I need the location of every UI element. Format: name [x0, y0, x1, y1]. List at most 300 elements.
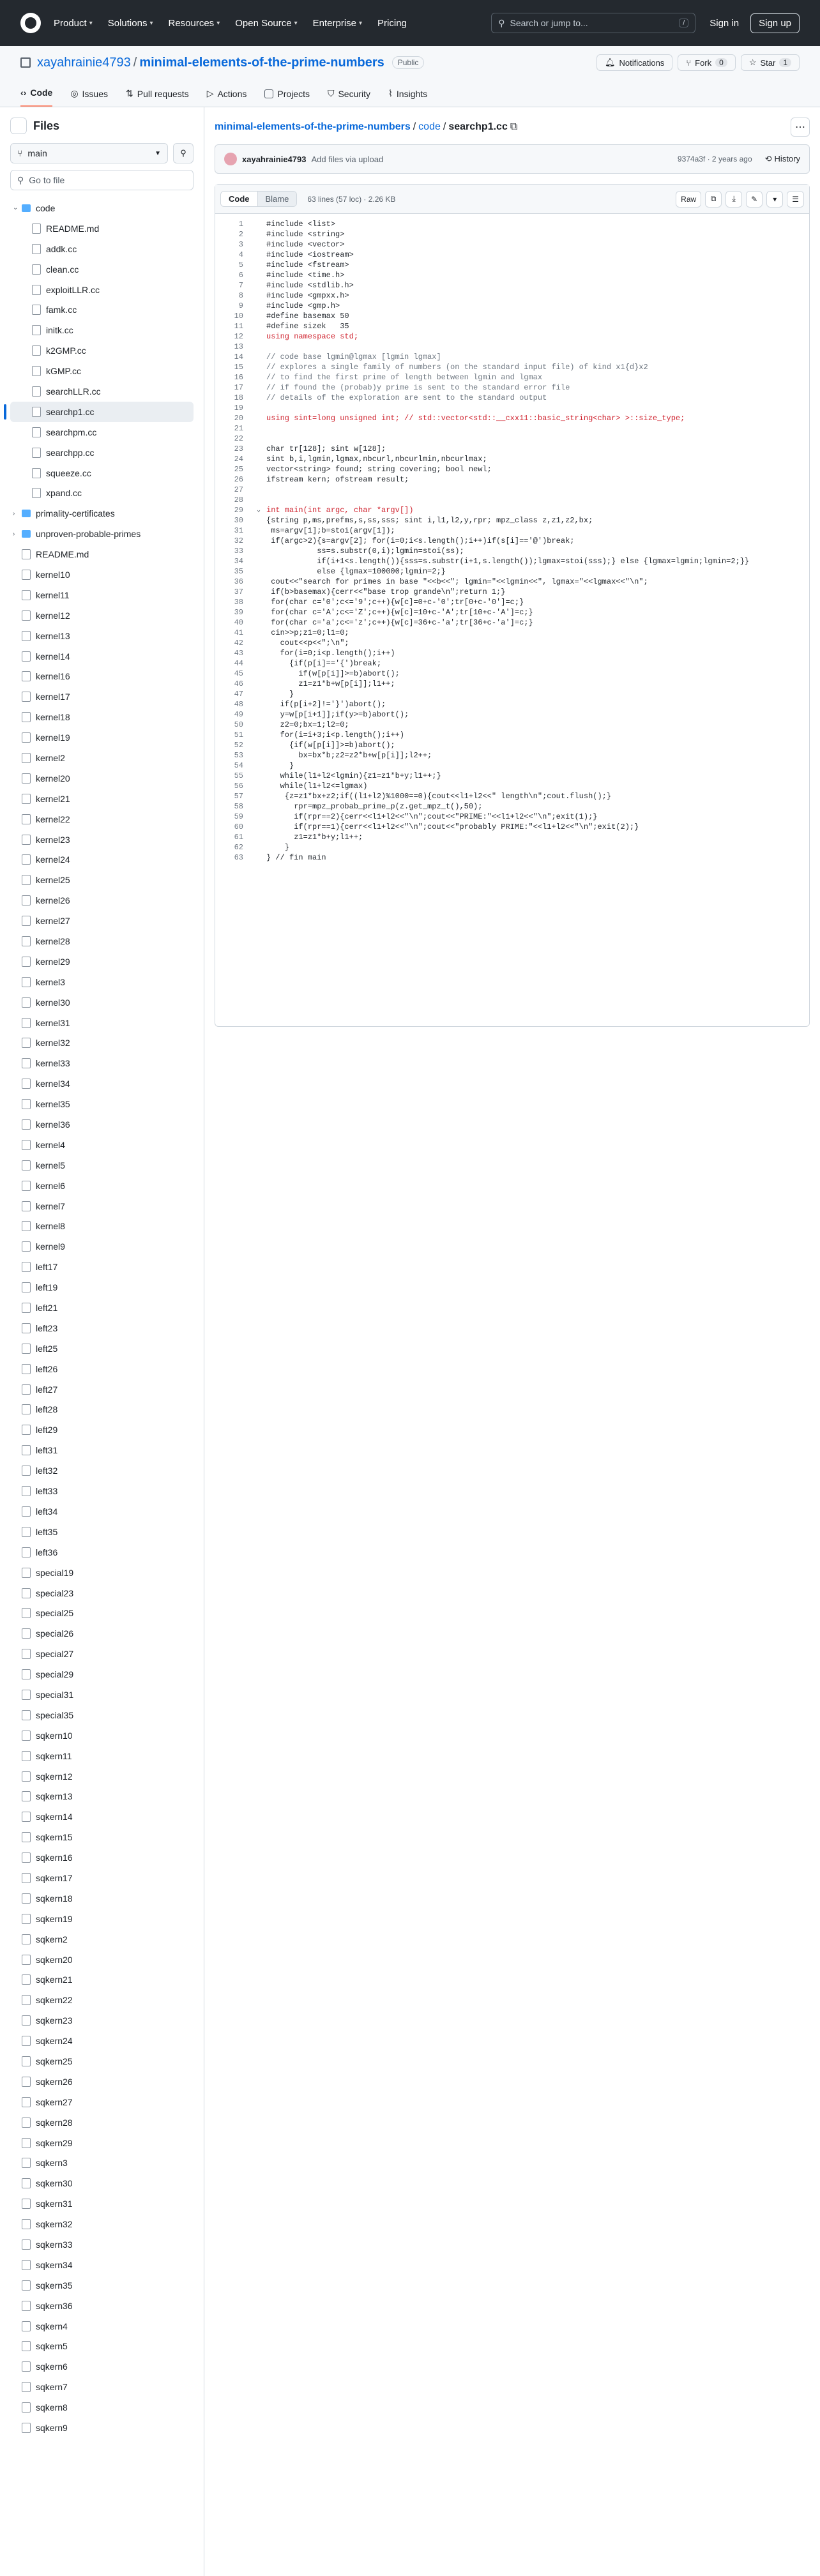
nav-resources[interactable]: Resources ▾ [168, 17, 220, 29]
commit-author-link[interactable]: xayahrainie4793 [242, 154, 307, 164]
tree-file[interactable] [10, 1847, 194, 1868]
line-number[interactable]: 6 [238, 271, 243, 280]
tree-file[interactable] [10, 626, 194, 646]
file-icon [22, 895, 31, 905]
tree-file[interactable] [10, 361, 194, 381]
star-button[interactable]: ☆ Star 1 [741, 54, 800, 71]
notifications-button[interactable]: 🔔︎ Notifications [596, 54, 672, 71]
tree-file[interactable] [10, 1460, 194, 1481]
copy-icon[interactable]: ⧉ [705, 191, 722, 208]
nav-solutions[interactable]: Solutions ▾ [107, 17, 153, 29]
tree-file[interactable] [10, 1705, 194, 1725]
tree-item-label: k2GMP.cc [46, 345, 86, 356]
tree-file[interactable] [10, 972, 194, 992]
line-number[interactable]: 46 [234, 679, 243, 688]
tab-code[interactable]: ‹› Code [20, 87, 52, 107]
line-number[interactable]: 53 [234, 751, 243, 760]
line-number[interactable]: 25 [234, 465, 243, 474]
code-line [215, 280, 809, 291]
line-number[interactable]: 33 [234, 547, 243, 556]
line-number[interactable]: 14 [234, 352, 243, 361]
tree-file[interactable] [10, 218, 194, 239]
tree-file[interactable] [10, 544, 194, 564]
tree-file[interactable] [10, 340, 194, 361]
line-number[interactable]: 37 [234, 587, 243, 596]
tree-item-label: searchp1.cc [46, 406, 95, 417]
line-number[interactable]: 39 [234, 608, 243, 617]
tree-file[interactable] [10, 1766, 194, 1787]
line-number[interactable]: 48 [234, 700, 243, 709]
tree-file[interactable] [10, 707, 194, 727]
line-number[interactable]: 63 [234, 853, 243, 862]
tree-file[interactable] [10, 2377, 194, 2397]
tree-file[interactable] [10, 1563, 194, 1583]
line-number[interactable]: 2 [238, 230, 243, 239]
line-number[interactable]: 40 [234, 618, 243, 627]
code-text: {string p,ms,prefms,s,ss,sss; sint i,l1,l2,y,rpr; mpz_class z,z1,z2,bx; [266, 516, 593, 525]
repo-header [0, 46, 820, 79]
line-number[interactable]: 49 [234, 710, 243, 719]
line-number[interactable]: 38 [234, 598, 243, 607]
tree-file[interactable] [10, 422, 194, 443]
file-icon [22, 1791, 31, 1801]
tree-file[interactable] [10, 1155, 194, 1176]
tree-file[interactable] [10, 605, 194, 626]
nav-product[interactable]: Product ▾ [54, 17, 93, 29]
code-line [215, 566, 809, 577]
raw-button[interactable]: Raw [676, 191, 701, 208]
tree-file[interactable] [10, 1440, 194, 1460]
tree-file[interactable] [10, 748, 194, 768]
tree-item-label: sqkern28 [36, 2117, 73, 2128]
code-text: using namespace std; [266, 332, 359, 341]
global-search-input[interactable]: ⚲ Search or jump to... / [491, 13, 695, 33]
tab-projects[interactable]: Projects [264, 89, 310, 107]
line-number[interactable]: 44 [234, 659, 243, 668]
line-number[interactable]: 42 [234, 639, 243, 648]
tree-file[interactable] [10, 1664, 194, 1685]
file-icon [22, 916, 31, 926]
line-number[interactable]: 10 [234, 312, 243, 321]
file-icon [22, 1873, 31, 1883]
line-number[interactable]: 31 [234, 526, 243, 535]
tree-file[interactable] [10, 646, 194, 667]
file-icon [22, 1955, 31, 1965]
line-number[interactable]: 11 [234, 322, 243, 331]
tree-file[interactable] [10, 1379, 194, 1400]
commit-message-link[interactable]: Add files via upload [311, 154, 384, 164]
tree-file[interactable] [10, 1725, 194, 1746]
line-number[interactable]: 47 [234, 690, 243, 699]
tree-item-label: sqkern21 [36, 1974, 73, 1985]
code-line [215, 372, 809, 383]
tree-file[interactable] [10, 850, 194, 870]
go-to-file-input[interactable]: ⚲ Go to file [10, 170, 194, 190]
breadcrumb-repo-link[interactable]: minimal-elements-of-the-prime-numbers [215, 121, 411, 132]
file-icon [22, 692, 31, 702]
tree-item-label: left33 [36, 1486, 58, 1497]
line-number[interactable]: 8 [238, 291, 243, 300]
tree-item-label: kernel4 [36, 1139, 65, 1150]
file-icon [32, 244, 41, 254]
tree-file[interactable] [10, 1053, 194, 1073]
file-icon [22, 2382, 31, 2392]
code-text: #include <list> [266, 220, 336, 229]
repo-owner-link[interactable]: xayahrainie4793 [37, 55, 131, 70]
tree-file[interactable] [10, 1746, 194, 1766]
code-line [215, 812, 809, 822]
branch-select[interactable]: ⑂ main ▼ [10, 143, 168, 163]
tree-item-label: sqkern23 [36, 2015, 73, 2026]
tree-file[interactable] [10, 2255, 194, 2275]
tree-file[interactable] [10, 1318, 194, 1338]
tree-item-label: xpand.cc [46, 488, 82, 499]
tree-file[interactable] [10, 1298, 194, 1318]
tree-file[interactable] [10, 2316, 194, 2337]
tree-file[interactable] [10, 2214, 194, 2234]
tree-item-label: sqkern15 [36, 1832, 73, 1843]
tree-file[interactable] [10, 1094, 194, 1114]
line-number[interactable]: 30 [234, 516, 243, 525]
star-count: 1 [779, 58, 791, 67]
code-text: using sint=long unsigned int; // std::vector<std::__cxx11::basic_string<char> >::size_type; [266, 414, 685, 423]
tree-file[interactable] [10, 443, 194, 463]
line-number[interactable]: 60 [234, 822, 243, 831]
file-icon [32, 386, 41, 397]
line-number[interactable]: 58 [234, 802, 243, 811]
line-number[interactable]: 7 [238, 281, 243, 290]
code-line [215, 505, 809, 515]
tree-file[interactable] [10, 1909, 194, 1929]
tab-pull-requests[interactable]: ⇅ Pull requests [126, 88, 189, 99]
tree-item-label: kernel10 [36, 569, 70, 580]
tree-file[interactable] [10, 1359, 194, 1379]
tree-file[interactable] [10, 1786, 194, 1807]
line-number[interactable]: 19 [234, 404, 243, 413]
download-icon[interactable]: ⤓ [725, 191, 742, 208]
tab-actions[interactable]: ▷ Actions [206, 88, 247, 99]
line-number[interactable]: 13 [234, 342, 243, 351]
repo-name-link[interactable]: minimal-elements-of-the-prime-numbers [139, 55, 384, 70]
tree-file[interactable] [10, 2397, 194, 2418]
github-logo-icon[interactable] [20, 13, 41, 33]
tree-file[interactable] [10, 1013, 194, 1033]
more-options-icon[interactable]: ⋯ [791, 117, 810, 137]
tree-file[interactable] [10, 483, 194, 503]
line-number[interactable]: 18 [234, 393, 243, 402]
line-number[interactable]: 15 [234, 363, 243, 372]
tree-file[interactable] [10, 1807, 194, 1827]
tree-file[interactable] [10, 1481, 194, 1501]
line-number[interactable]: 29 [234, 506, 243, 515]
file-icon [22, 1445, 31, 1455]
line-number[interactable]: 50 [234, 720, 243, 729]
tree-file[interactable] [10, 402, 194, 422]
tree-item-label: kernel28 [36, 936, 70, 946]
tree-item-label: left26 [36, 1363, 58, 1374]
code-line [215, 689, 809, 699]
tree-file[interactable] [10, 299, 194, 320]
tree-file[interactable] [10, 239, 194, 259]
file-tree-sidebar [0, 107, 204, 2576]
tree-file[interactable] [10, 1583, 194, 1603]
tree-file[interactable] [10, 2153, 194, 2174]
tree-file[interactable] [10, 1114, 194, 1135]
tree-file[interactable] [10, 1827, 194, 1847]
line-number[interactable]: 26 [234, 475, 243, 484]
tree-file[interactable] [10, 1420, 194, 1440]
tree-file[interactable] [10, 1073, 194, 1094]
tree-file[interactable] [10, 768, 194, 789]
tree-file[interactable] [10, 1685, 194, 1705]
line-number[interactable]: 41 [234, 628, 243, 637]
tree-folder[interactable] [10, 198, 194, 218]
edit-pencil-icon[interactable]: ✎ [746, 191, 763, 208]
tree-file[interactable] [10, 1033, 194, 1054]
tree-item-label: kernel19 [36, 732, 70, 743]
tab-security[interactable]: ⛉ Security [327, 88, 371, 99]
avatar[interactable] [224, 153, 237, 165]
tree-item-label: kernel18 [36, 712, 70, 723]
tree-item-label: special25 [36, 1608, 74, 1619]
code-line [215, 352, 809, 362]
file-icon [32, 264, 41, 275]
tree-file[interactable] [10, 1542, 194, 1563]
tree-item-label: kernel7 [36, 1201, 65, 1211]
tree-file[interactable] [10, 2112, 194, 2133]
tree-file[interactable] [10, 1501, 194, 1522]
tree-file[interactable] [10, 1623, 194, 1644]
file-icon [22, 1669, 31, 1679]
line-number[interactable]: 16 [234, 373, 243, 382]
code-line [215, 331, 809, 342]
line-number[interactable]: 43 [234, 649, 243, 658]
symbols-panel-icon[interactable]: ☰ [787, 191, 804, 208]
code-line [215, 628, 809, 638]
tree-file[interactable] [10, 830, 194, 850]
tree-file[interactable] [10, 809, 194, 830]
history-button[interactable]: ⟲ History [764, 154, 800, 163]
code-line [215, 832, 809, 842]
code-view-button[interactable]: Code [221, 192, 258, 206]
line-number[interactable]: 52 [234, 741, 243, 750]
tree-file[interactable] [10, 1950, 194, 1970]
code-text: #define basemax 50 [266, 312, 349, 321]
tree-file[interactable] [10, 381, 194, 402]
tree-item-label: special23 [36, 1587, 74, 1598]
tree-file[interactable] [10, 1969, 194, 1990]
file-icon [22, 854, 31, 865]
line-number[interactable]: 28 [234, 496, 243, 504]
line-number[interactable]: 23 [234, 444, 243, 453]
tree-file[interactable] [10, 1277, 194, 1298]
line-number[interactable]: 17 [234, 383, 243, 392]
line-number[interactable]: 5 [238, 261, 243, 269]
tree-file[interactable] [10, 1338, 194, 1359]
file-icon [22, 1466, 31, 1476]
code-text: } // fin main [266, 853, 326, 862]
tab-issues[interactable]: ◎ Issues [70, 88, 109, 99]
tree-file[interactable] [10, 259, 194, 280]
tree-file[interactable] [10, 2234, 194, 2255]
tree-file[interactable] [10, 951, 194, 972]
code-line [215, 740, 809, 750]
chevron-down-icon: ▾ [149, 19, 153, 27]
tree-file[interactable] [10, 1176, 194, 1196]
code-line [215, 648, 809, 658]
sign-in-link[interactable]: Sign in [710, 17, 740, 29]
tree-file[interactable] [10, 564, 194, 585]
edit-dropdown-icon[interactable]: ▾ [766, 191, 783, 208]
line-number[interactable]: 45 [234, 669, 243, 678]
tree-file[interactable] [10, 1400, 194, 1420]
code-line [215, 342, 809, 352]
tree-file[interactable] [10, 992, 194, 1013]
tree-file[interactable] [10, 2173, 194, 2193]
line-number[interactable]: 3 [238, 240, 243, 249]
tree-file[interactable] [10, 1216, 194, 1237]
tree-file[interactable] [10, 1888, 194, 1909]
tree-file[interactable] [10, 1135, 194, 1155]
line-number[interactable]: 35 [234, 567, 243, 576]
tree-file[interactable] [10, 1603, 194, 1623]
tree-file[interactable] [10, 2275, 194, 2296]
tab-insights[interactable]: ⌇ Insights [388, 88, 428, 99]
tree-item-label: initk.cc [46, 325, 73, 336]
tree-file[interactable] [10, 2296, 194, 2316]
file-icon [22, 2260, 31, 2270]
chevron-down-icon: ⌄ [13, 204, 19, 212]
code-line [215, 301, 809, 311]
line-number[interactable]: 57 [234, 792, 243, 801]
tree-item-label: kernel11 [36, 589, 70, 600]
code-icon: ‹› [20, 87, 27, 98]
tree-file[interactable] [10, 666, 194, 686]
code-text: if(rpr==2){cerr<<l1+l2<<"\n";cout<<"PRIME:"<<l1+l2<<"\n";exit(1);} [266, 812, 598, 821]
breadcrumb-folder-link[interactable]: code [418, 121, 441, 132]
tree-file[interactable] [10, 2072, 194, 2092]
line-number[interactable]: 36 [234, 577, 243, 586]
tree-file[interactable] [10, 1644, 194, 1664]
line-number[interactable]: 22 [234, 434, 243, 443]
line-number[interactable]: 59 [234, 812, 243, 821]
tree-file[interactable] [10, 1522, 194, 1542]
line-number[interactable]: 62 [234, 843, 243, 852]
tree-file[interactable] [10, 2337, 194, 2357]
tree-file[interactable] [10, 1929, 194, 1950]
code-line [215, 383, 809, 393]
copy-path-icon[interactable]: ⧉ [510, 121, 518, 132]
file-icon [22, 1852, 31, 1863]
code-text: {if(p[i]=='{')break; [266, 659, 382, 668]
nav-pricing[interactable]: Pricing [377, 17, 407, 29]
tree-item-label: sqkern29 [36, 2137, 73, 2148]
tree-file[interactable] [10, 686, 194, 707]
line-number[interactable]: 24 [234, 455, 243, 464]
tree-file[interactable] [10, 2010, 194, 2031]
line-number[interactable]: 20 [234, 414, 243, 423]
tree-file[interactable] [10, 2193, 194, 2214]
commit-meta[interactable]: 9374a3f · 2 years ago [677, 155, 752, 163]
tree-file[interactable] [10, 2031, 194, 2051]
file-icon [22, 2239, 31, 2250]
file-icon [22, 1384, 31, 1395]
line-number[interactable]: 4 [238, 250, 243, 259]
tree-folder[interactable] [10, 503, 194, 524]
blame-view-button[interactable]: Blame [258, 192, 297, 206]
line-number[interactable]: 32 [234, 536, 243, 545]
code-line [215, 607, 809, 617]
sidebar-collapse-icon[interactable] [10, 117, 27, 134]
nav-open-source[interactable]: Open Source ▾ [235, 17, 298, 29]
tree-item-label: kernel25 [36, 875, 70, 886]
chevron-right-icon: › [13, 530, 15, 538]
tree-file[interactable] [10, 463, 194, 483]
file-icon [22, 549, 31, 559]
tree-file[interactable] [10, 1236, 194, 1257]
line-number[interactable]: 27 [234, 485, 243, 494]
tree-file[interactable] [10, 2051, 194, 2072]
code-line [215, 311, 809, 321]
code-text: if(argc>2){s=argv[2]; for(i=0;i<s.length();i++)if(s[i]=='@')break; [266, 536, 575, 545]
fold-chevron-icon[interactable]: ⌄ [256, 507, 261, 514]
search-files-button[interactable] [173, 143, 194, 163]
tree-item-label: sqkern18 [36, 1893, 73, 1904]
visibility-badge: Public [392, 56, 425, 69]
line-number[interactable]: 61 [234, 833, 243, 842]
tree-file[interactable] [10, 890, 194, 911]
code-text: #include <stdlib.h> [266, 281, 354, 290]
tree-file[interactable] [10, 2133, 194, 2153]
line-number[interactable]: 54 [234, 761, 243, 770]
tree-file[interactable] [10, 931, 194, 951]
tree-file[interactable] [10, 789, 194, 809]
tree-file[interactable] [10, 870, 194, 890]
fork-button[interactable]: ⑂ Fork 0 [678, 54, 736, 71]
tree-file[interactable] [10, 2418, 194, 2438]
file-icon [22, 2361, 31, 2372]
line-number[interactable]: 34 [234, 557, 243, 566]
file-icon [32, 488, 41, 498]
tree-file[interactable] [10, 2356, 194, 2377]
line-number[interactable]: 1 [238, 220, 243, 229]
file-icon [22, 2077, 31, 2087]
tree-file[interactable] [10, 1196, 194, 1216]
tree-file[interactable] [10, 727, 194, 748]
tree-file[interactable] [10, 280, 194, 300]
line-number[interactable]: 51 [234, 731, 243, 739]
tree-folder[interactable] [10, 524, 194, 544]
tree-file[interactable] [10, 320, 194, 340]
tree-item-label: sqkern20 [36, 1954, 73, 1965]
line-number[interactable]: 56 [234, 782, 243, 791]
tree-file[interactable] [10, 911, 194, 931]
nav-enterprise[interactable]: Enterprise ▾ [312, 17, 363, 29]
code-line [215, 771, 809, 781]
line-number[interactable]: 9 [238, 301, 243, 310]
tree-file[interactable] [10, 1257, 194, 1277]
tree-file[interactable] [10, 2092, 194, 2112]
file-icon [22, 631, 31, 641]
line-number[interactable]: 12 [234, 332, 243, 341]
tree-item-label: kernel16 [36, 671, 70, 682]
sign-up-button[interactable]: Sign up [750, 13, 800, 33]
line-number[interactable]: 55 [234, 771, 243, 780]
tree-file[interactable] [10, 1868, 194, 1888]
tree-file[interactable] [10, 1990, 194, 2010]
line-number[interactable]: 21 [234, 424, 243, 433]
tree-file[interactable] [10, 585, 194, 605]
